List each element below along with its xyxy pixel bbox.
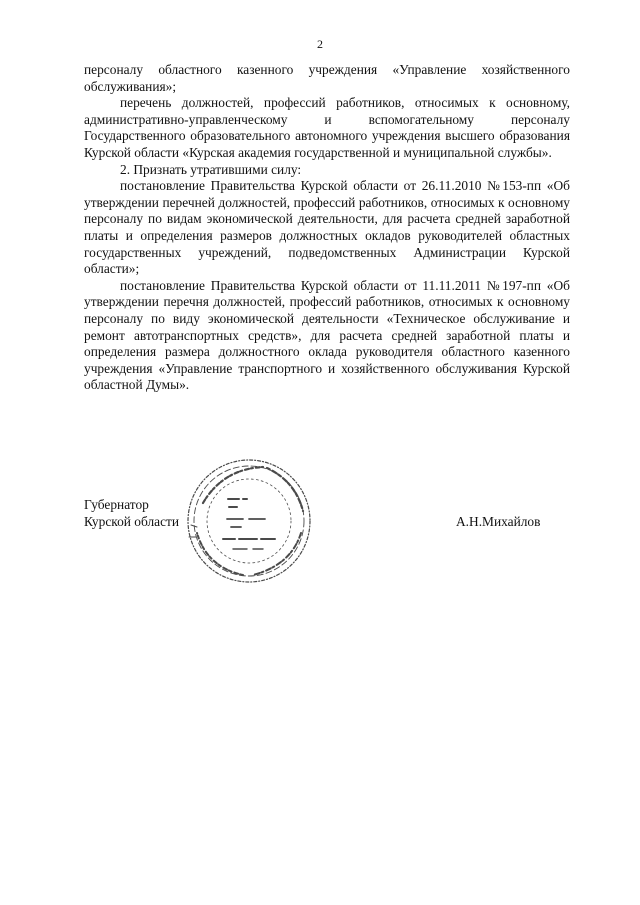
signer-title-line-2: Курской области	[84, 514, 180, 529]
paragraph-5: постановление Правительства Курской области от 11.11.2011 №197-пп «Об утверждении перечня должностей, профессий работников, относимых к основному персоналу по виду экономической деятельности «Техническое обслуживание и ремонт автотранспортных средств», для расчета средней заработной платы и определения размера должностного оклада руководителя областного казенного учреждения «Управление транспортного и хозяйственного обслуживания Курской областной Думы».	[84, 277, 570, 393]
signer-name: А.Н.Михайлов	[456, 514, 541, 529]
paragraph-2: перечень должностей, профессий работников, относимых к основному, административно-управленческому и вспомогательному персоналу Государственного образовательного автономного учреждения высшего образования Курской области «Курская академия государственной и муниципальной службы».	[84, 95, 570, 160]
paragraph-4: постановление Правительства Курской области от 26.11.2010 №153-пп «Об утверждении перечней должностей, профессий работников, относимых к основному персоналу по видам экономической деятельности, для расчета средней заработной платы и определения размеров должностных окладов руководителей областных государственных учреждений, подведомственных Администрации Курской области»;	[84, 178, 570, 277]
official-stamp-seal	[183, 455, 315, 587]
signer-title	[84, 496, 179, 530]
document-body	[84, 62, 570, 394]
page-number: 2	[317, 37, 323, 51]
signature-block	[84, 496, 570, 596]
paragraph-1: персоналу областного казенного учреждения «Управление хозяйственного обслуживания»;	[84, 62, 570, 94]
signer-title-line-1: Губернатор	[84, 497, 149, 512]
paragraph-3: 2. Признать утратившими силу:	[120, 161, 302, 177]
